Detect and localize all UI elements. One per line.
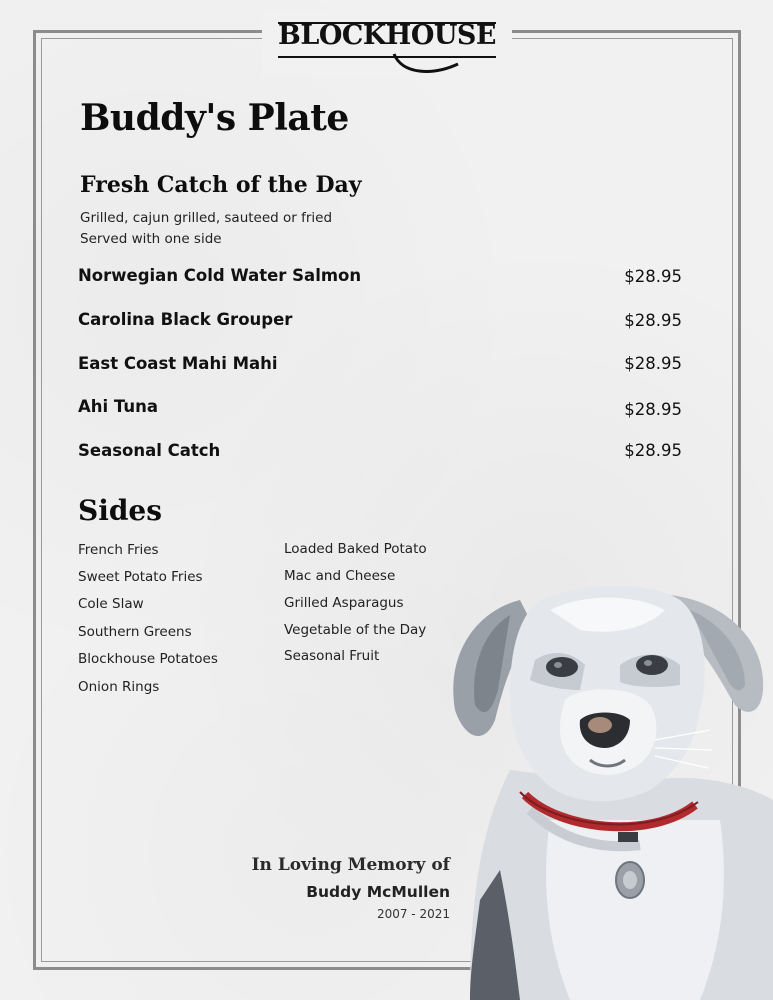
- side-item: Sweet Potato Fries: [78, 569, 203, 585]
- side-item: Cole Slaw: [78, 596, 144, 612]
- fresh-catch-heading: Fresh Catch of the Day: [80, 172, 362, 198]
- side-item: Grilled Asparagus: [284, 595, 404, 611]
- logo-swash-icon: [392, 52, 462, 76]
- fresh-catch-description-2: Served with one side: [80, 231, 222, 247]
- menu-item-price: $28.95: [624, 400, 682, 419]
- menu-item-price: $28.95: [624, 311, 682, 330]
- fresh-catch-description-1: Grilled, cajun grilled, sauteed or fried: [80, 210, 333, 226]
- menu-item-name: Seasonal Catch: [78, 441, 221, 460]
- memorial-name: Buddy McMullen: [306, 883, 450, 901]
- dog-portrait-illustration: [440, 570, 773, 1000]
- side-item: Vegetable of the Day: [284, 622, 427, 638]
- memorial-years: 2007 - 2021: [376, 907, 450, 921]
- menu-item-name: Ahi Tuna: [78, 397, 158, 416]
- side-item: Southern Greens: [78, 624, 192, 640]
- menu-item-name: Carolina Black Grouper: [78, 310, 293, 329]
- side-item: Onion Rings: [78, 679, 160, 695]
- menu-item-name: Norwegian Cold Water Salmon: [78, 266, 362, 285]
- sides-heading: Sides: [78, 494, 163, 527]
- side-item: Loaded Baked Potato: [284, 541, 427, 557]
- menu-item-price: $28.95: [624, 354, 682, 373]
- brand-logo: [262, 12, 512, 76]
- side-item: Blockhouse Potatoes: [78, 651, 218, 667]
- side-item: Mac and Cheese: [284, 568, 396, 584]
- menu-item-price: $28.95: [624, 267, 682, 286]
- side-item: Seasonal Fruit: [284, 648, 380, 664]
- logo-bottom-rule: [278, 56, 496, 58]
- logo-text: BLOCKHOUSE: [278, 20, 496, 51]
- page-title: Buddy's Plate: [80, 97, 349, 139]
- side-item: French Fries: [78, 542, 159, 558]
- menu-item-name: East Coast Mahi Mahi: [78, 354, 278, 373]
- memorial-heading: In Loving Memory of: [251, 855, 450, 875]
- menu-item-price: $28.95: [624, 441, 682, 460]
